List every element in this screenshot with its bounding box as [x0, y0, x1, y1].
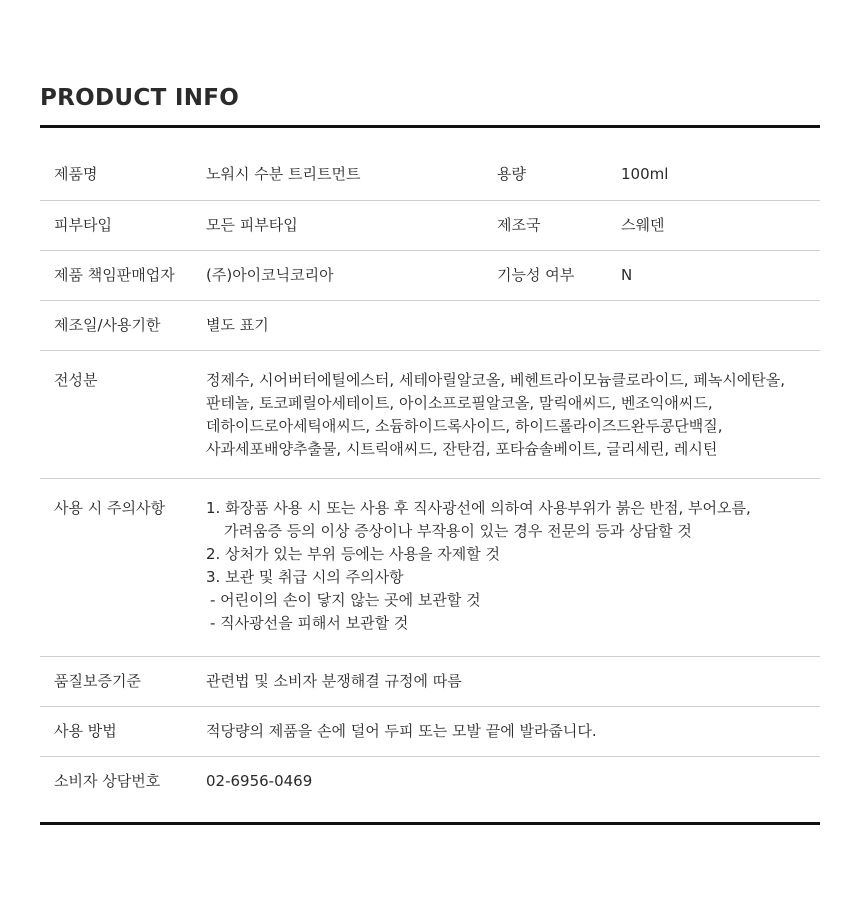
- ingredients-line: 데하이드로아세틱애씨드, 소듐하이드록사이드, 하이드롤라이즈드완두콩단백질,: [206, 417, 723, 435]
- product-name-value: 노워시 수분 트리트먼트: [206, 165, 361, 183]
- caution-value: [206, 497, 751, 635]
- top-divider: [40, 125, 820, 128]
- caution-line: 1. 화장품 사용 시 또는 사용 후 직사광선에 의하여 사용부위가 붉은 반점, 부어오름,: [206, 499, 751, 517]
- usage-label: 사용 방법: [54, 722, 117, 740]
- skin-type-value: 모든 피부타입: [206, 216, 298, 234]
- row-contact: [40, 757, 820, 807]
- ingredients-line: 판테놀, 토코페릴아세테이트, 아이소프로필알코올, 말릭애씨드, 벤조익애씨드,: [206, 394, 713, 412]
- row-product-name: [40, 150, 820, 201]
- quality-value: 관련법 및 소비자 분쟁해결 규정에 따름: [206, 672, 462, 690]
- row-seller: [40, 251, 820, 301]
- caution-line: - 직사광선을 피해서 보관할 것: [210, 614, 409, 632]
- volume-label: 용량: [497, 165, 526, 183]
- section-title: PRODUCT INFO: [40, 85, 240, 111]
- expiry-label: 제조일/사용기한: [54, 316, 161, 334]
- row-skin-type: [40, 201, 820, 251]
- functional-value: N: [621, 266, 633, 284]
- caution-line: 3. 보관 및 취급 시의 주의사항: [206, 568, 404, 586]
- expiry-value: 별도 표기: [206, 316, 269, 334]
- row-quality: [40, 657, 820, 707]
- country-label: 제조국: [497, 216, 541, 234]
- ingredients-label: 전성분: [54, 371, 98, 389]
- bottom-divider: [40, 822, 820, 825]
- row-ingredients: [40, 351, 820, 479]
- functional-label: 기능성 여부: [497, 266, 575, 284]
- volume-value: 100ml: [621, 165, 669, 183]
- row-usage: [40, 707, 820, 757]
- contact-value: 02-6956-0469: [206, 772, 313, 790]
- ingredients-line: 정제수, 시어버터에틸에스터, 세테아릴알코올, 베헨트라이모늄클로라이드, 페녹시에탄올,: [206, 371, 786, 389]
- caution-line: 가려움증 등의 이상 증상이나 부작용이 있는 경우 전문의 등과 상담할 것: [224, 522, 692, 540]
- caution-label: 사용 시 주의사항: [54, 499, 165, 517]
- seller-value: (주)아이코닉코리아: [206, 266, 334, 284]
- seller-label: 제품 책임판매업자: [54, 266, 175, 284]
- row-expiry: [40, 301, 820, 351]
- usage-value: 적당량의 제품을 손에 덜어 두피 또는 모발 끝에 발라줍니다.: [206, 722, 597, 740]
- country-value: 스웨덴: [621, 216, 665, 234]
- caution-line: - 어린이의 손이 닿지 않는 곳에 보관할 것: [210, 591, 481, 609]
- quality-label: 품질보증기준: [54, 672, 141, 690]
- ingredients-line: 사과세포배양추출물, 시트릭애씨드, 잔탄검, 포타슘솔베이트, 글리세린, 레시틴: [206, 440, 718, 458]
- contact-label: 소비자 상담번호: [54, 772, 161, 790]
- skin-type-label: 피부타입: [54, 216, 112, 234]
- ingredients-value: [206, 369, 785, 461]
- caution-line: 2. 상처가 있는 부위 등에는 사용을 자제할 것: [206, 545, 501, 563]
- row-caution: [40, 479, 820, 657]
- product-name-label: 제품명: [54, 165, 98, 183]
